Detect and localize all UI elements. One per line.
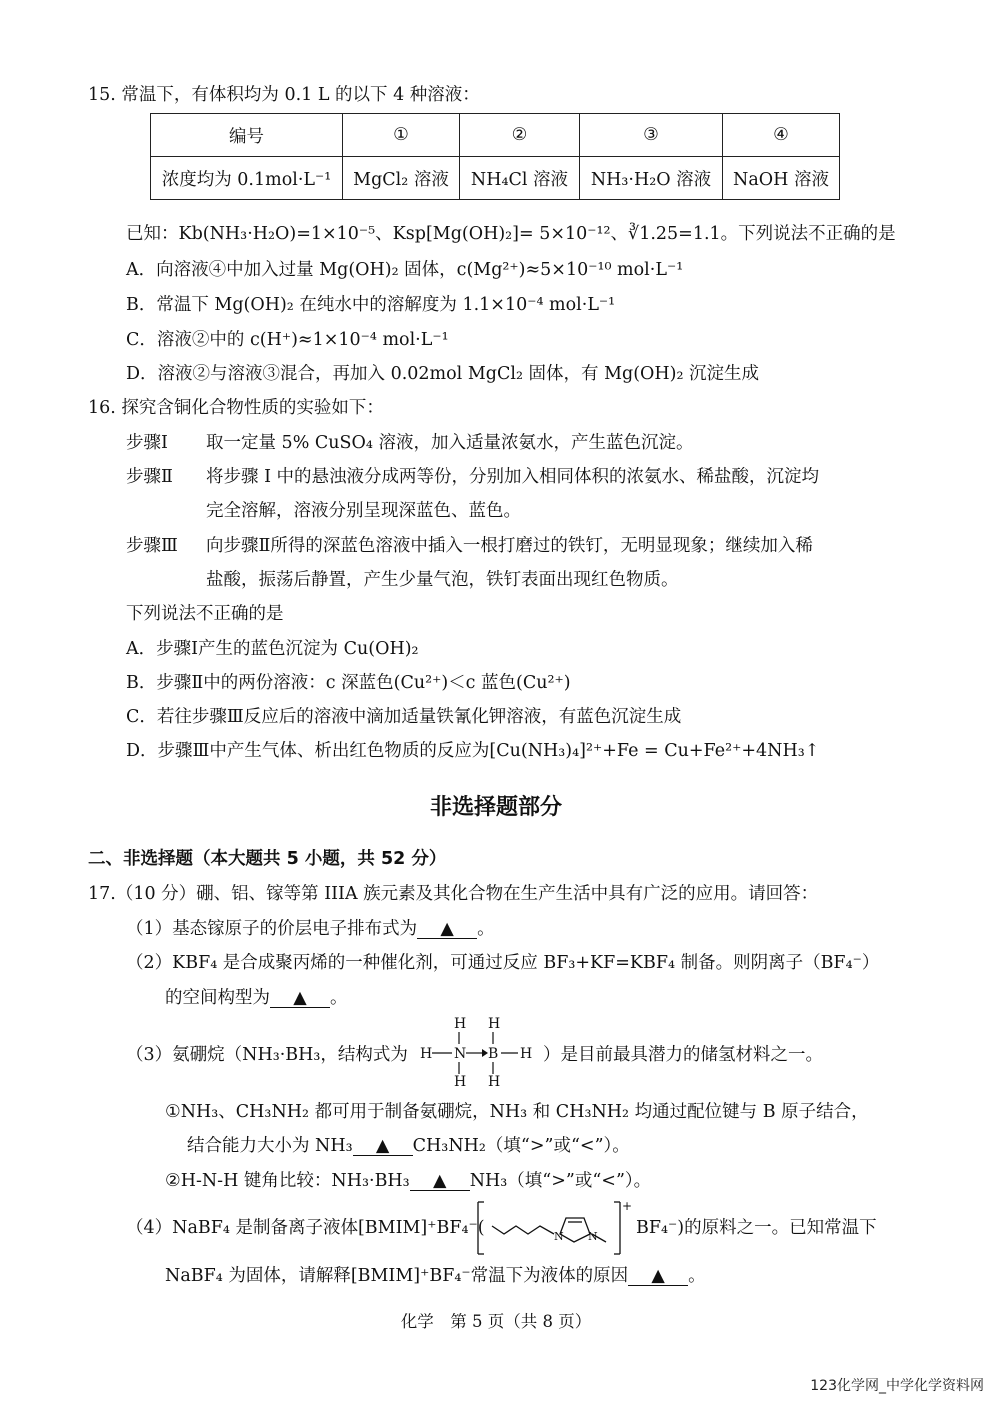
q17-part3-2-pre: ②H-N-H 键角比较：NH₃·BH₃ (165, 1171, 410, 1191)
q17-part3-post: ）是目前最具潜力的储氢材料之一。 (543, 1045, 823, 1065)
q16-step2-line2: 完全溶解，溶液分别呈现深蓝色、蓝色。 (206, 501, 521, 521)
q17-part4-line2 (165, 1264, 706, 1288)
q17-stem: 17.（10 分）硼、铝、镓等第 IIIA 族元素及其化合物在生产生活中具有广泛的应用。请回答： (88, 884, 819, 904)
q15-table (150, 113, 840, 200)
answer-blank[interactable]: ▲ (270, 989, 330, 1008)
q15-option-d: D．溶液②与溶液③混合，再加入 0.02mol MgCl₂ 固体，有 Mg(OH)₂ 沉淀生成 (126, 364, 760, 384)
q16-step2-label: 步骤Ⅱ (126, 467, 173, 487)
table-cell: NH₄Cl 溶液 (460, 157, 580, 200)
atom-n: N (588, 1230, 598, 1243)
atom-n: N (454, 1046, 467, 1062)
q17-part3-1-post: CH₃NH₂（填“>”或“<”）。 (412, 1136, 630, 1156)
q17-part4-end: 。 (688, 1266, 706, 1286)
q17-part2-end: 。 (330, 988, 348, 1008)
table-cell: NaOH 溶液 (723, 157, 840, 200)
q17-part3-pre: （3）氨硼烷（NH₃·BH₃，结构式为 (126, 1045, 408, 1065)
answer-blank[interactable]: ▲ (628, 1267, 688, 1286)
q15-option-b: B．常温下 Mg(OH)₂ 在纯水中的溶解度为 1.1×10⁻⁴ mol·L⁻¹ (126, 295, 616, 315)
q17-part3-1-line2 (187, 1134, 630, 1158)
q17-part3-2-post: NH₃（填“>”或“<”）。 (469, 1171, 652, 1191)
charge-plus: + (622, 1199, 633, 1213)
q17-part2-line1: （2）KBF₄ 是合成聚丙烯的一种催化剂，可通过反应 BF₃+KF=KBF₄ 制备。则阴离子（BF₄⁻） (126, 953, 880, 973)
q16-step2-line1: 将步骤 I 中的悬浊液分成两等份，分别加入相同体积的浓氨水、稀盐酸，沉淀均 (206, 467, 820, 487)
bmim-cation-structure (474, 1196, 634, 1260)
q16-option-b: B．步骤Ⅱ中的两份溶液：c 深蓝色(Cu²⁺)＜c 蓝色(Cu²⁺) (126, 673, 571, 693)
table-cell: NH₃·H₂O 溶液 (580, 157, 723, 200)
table-header-cell: ① (343, 114, 460, 157)
q15-known: 已知：Kb(NH₃·H₂O)=1×10⁻⁵、Ksp[Mg(OH)₂]= 5×10⁻¹²、∛1.25=1.1。下列说法不正确的是 (126, 224, 896, 244)
table-header-cell: ④ (723, 114, 840, 157)
q16-step1: 取一定量 5% CuSO₄ 溶液，加入适量浓氨水，产生蓝色沉淀。 (206, 433, 694, 453)
q16-ask: 下列说法不正确的是 (126, 604, 284, 624)
q16-step3-line1: 向步骤Ⅱ所得的深蓝色溶液中插入一根打磨过的铁钉，无明显现象；继续加入稀 (206, 536, 813, 556)
q17-part1-end: 。 (477, 919, 495, 939)
atom-h: H (488, 1016, 501, 1032)
answer-blank[interactable]: ▲ (410, 1172, 470, 1191)
section-heading: 二、非选择题（本大题共 5 小题，共 52 分） (88, 849, 447, 869)
q15-option-a: A．向溶液④中加入过量 Mg(OH)₂ 固体，c(Mg²⁺)≈5×10⁻¹⁰ mol·L⁻¹ (126, 260, 684, 280)
table-header-cell: ② (460, 114, 580, 157)
q16-step3-label: 步骤Ⅲ (126, 536, 178, 556)
q17-part3-2 (165, 1169, 651, 1193)
q15-option-c: C．溶液②中的 c(H⁺)≈1×10⁻⁴ mol·L⁻¹ (126, 330, 449, 350)
table-row-label: 浓度均为 0.1mol·L⁻¹ (151, 157, 343, 200)
q16-stem: 16. 探究含铜化合物性质的实验如下： (88, 398, 384, 418)
q16-option-a: A．步骤Ⅰ产生的蓝色沉淀为 Cu(OH)₂ (126, 639, 419, 659)
q17-part4-pre: （4）NaBF₄ 是制备离子液体[BMIM]⁺BF₄⁻( (126, 1218, 485, 1238)
page-footer: 化学 第 5 页（共 8 页） (400, 1312, 592, 1331)
q17-part4-text: NaBF₄ 为固体，请解释[BMIM]⁺BF₄⁻常温下为液体的原因 (165, 1266, 629, 1286)
q17-part1-text: （1）基态镓原子的价层电子排布式为 (126, 919, 418, 939)
q16-option-d: D．步骤Ⅲ中产生气体、析出红色物质的反应为[Cu(NH₃)₄]²⁺+Fe = Cu+Fe²⁺+4NH₃↑ (126, 741, 820, 761)
answer-blank[interactable]: ▲ (353, 1137, 413, 1156)
q17-part1 (126, 917, 495, 941)
table-header-cell: 编号 (151, 114, 343, 157)
q17-part3-1-pre: 结合能力大小为 NH₃ (187, 1136, 353, 1156)
watermark: 123化学网_中学化学资料网 (810, 1378, 984, 1394)
table-header-cell: ③ (580, 114, 723, 157)
atom-h: H (488, 1074, 501, 1090)
part-title: 非选择题部分 (429, 795, 562, 820)
q17-part4-post: BF₄⁻)的原料之一。已知常温下 (636, 1218, 877, 1238)
ammonia-borane-structure (420, 1014, 540, 1090)
atom-h: H (454, 1016, 467, 1032)
atom-b: B (488, 1046, 499, 1062)
q17-part2-text: 的空间构型为 (165, 988, 270, 1008)
atom-h: H (454, 1074, 467, 1090)
answer-blank[interactable]: ▲ (417, 920, 477, 939)
q17-part2-line2 (165, 986, 348, 1010)
q16-option-c: C．若往步骤Ⅲ反应后的溶液中滴加适量铁氰化钾溶液，有蓝色沉淀生成 (126, 707, 682, 727)
table-cell: MgCl₂ 溶液 (343, 157, 460, 200)
atom-h: H (520, 1046, 533, 1062)
atom-n: N (554, 1230, 564, 1243)
q15-stem: 15. 常温下，有体积均为 0.1 L 的以下 4 种溶液： (88, 85, 480, 105)
q16-step1-label: 步骤Ⅰ (126, 433, 168, 453)
atom-h: H (420, 1046, 433, 1062)
q17-part3-1-line1: ①NH₃、CH₃NH₂ 都可用于制备氨硼烷，NH₃ 和 CH₃NH₂ 均通过配位键与 B 原子结合， (165, 1102, 869, 1122)
q16-step3-line2: 盐酸，振荡后静置，产生少量气泡，铁钉表面出现红色物质。 (206, 570, 679, 590)
